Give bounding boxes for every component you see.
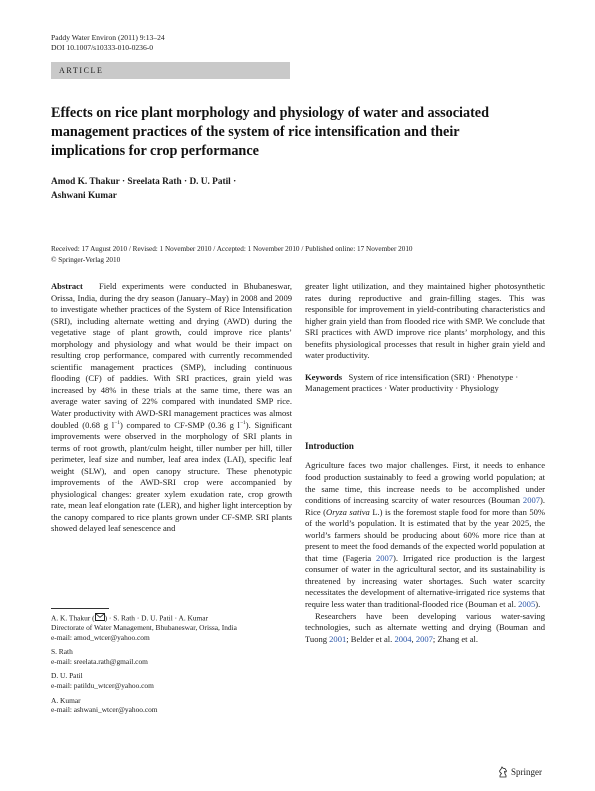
author-list xyxy=(51,175,351,203)
doi: DOI 10.1007/s10333-010-0236-0 xyxy=(51,43,154,52)
affiliation-block-3: D. U. Patil e-mail: patildu_wtcer@yahoo.com xyxy=(51,671,292,690)
email-thakur: e-mail: amod_wtcer@yahoo.com xyxy=(51,632,150,642)
authors-line-2: Ashwani Kumar xyxy=(51,191,117,201)
citation-link[interactable]: 2007 xyxy=(522,495,541,506)
affiliation-block-2: S. Rath e-mail: sreelata.rath@gmail.com xyxy=(51,647,292,666)
keywords-text: System of rice intensification (SRI) · Phenotype · Management practices · Water productivity · Physiology xyxy=(305,371,519,394)
affiliation-block-1: A. K. Thakur ( ) · S. Rath · D. U. Patil · A. Kumar Directorate of Water Management, Bhubaneswar, Orissa, India e-mail: amod_wtcer@yahoo.com xyxy=(51,613,292,642)
email-rath: e-mail: sreelata.rath@gmail.com xyxy=(51,656,148,666)
envelope-icon xyxy=(95,613,105,621)
publisher-name: Springer xyxy=(511,767,542,777)
article-type-banner: ARTICLE xyxy=(51,62,290,79)
abstract-heading: Abstract xyxy=(51,281,83,291)
email-kumar: e-mail: ashwani_wtcer@yahoo.com xyxy=(51,705,158,715)
publication-dates xyxy=(51,244,551,266)
keywords xyxy=(305,372,545,395)
springer-logo xyxy=(498,766,542,778)
affiliation-block-4: A. Kumar e-mail: ashwani_wtcer@yahoo.com xyxy=(51,696,292,715)
introduction-paragraph-1: Agriculture faces two major challenges. First, it needs to enhance food production sustainably to feed a growing world population; at the same time, this increase needs to be accomplished under conditions of increasing scarcity of water resources (Bouman 2007). Rice (Oryza sativa L.) is the foremost staple food for more than 50% of the world’s population. It is estimated that by the year 2025, the world’s farmers should be producing about 60% more rice than at present to meet the food demands of the expected world population at that time (Fageria 2007). Irrigated rice production is the largest consumer of water in the agricultural sector, and its sustainability is threatened by increasing water shortages. Such water scarcity necessitates the development of alternative-irrigated rice systems that require less water than traditional-flooded rice (Bouman et al. 2005). xyxy=(305,460,546,610)
authors-line-1: Amod K. Thakur · Sreelata Rath · D. U. Patil · xyxy=(51,177,237,187)
paper-title: Effects on rice plant morphology and physiology of water and associated management practices of the system of rice intensification and their implications for crop performance xyxy=(51,105,489,159)
citation-link[interactable]: 2005 xyxy=(518,599,536,610)
citation-link[interactable]: 2007 xyxy=(375,552,394,563)
footnote-divider xyxy=(51,608,109,609)
introduction-heading: Introduction xyxy=(305,440,354,451)
affiliations xyxy=(51,613,292,720)
email-patil: e-mail: patildu_wtcer@yahoo.com xyxy=(51,681,154,691)
copyright: © Springer-Verlag 2010 xyxy=(51,256,121,264)
right-column xyxy=(305,281,545,645)
citation-link[interactable]: 2007 xyxy=(415,633,433,644)
abstract-section xyxy=(51,281,292,535)
abstract-continuation: greater light utilization, and they maintained higher photosynthetic rates during reproductive and grain-filling stages. This was responsible for improvement in yield-contributing characteristics and higher grain yield than from flooded rice with SMP. We conclude that SRI practices with AWD improve rice plants’ morphology, and this benefits physiological processes that result in higher grain yield and water productivity. xyxy=(305,281,545,361)
abstract-body: Abstract Field experiments were conducted in Bhubaneswar, Orissa, India, during the dry season (January–May) in 2008 and 2009 to investigate whether practices of the System of Rice Intensification (SRI), including alternate wetting and drying (AWD) during the vegetative stage of plant growth, could improve rice plants’ morphology and physiology and what would be their impact on resulting crop performance, compared with currently recommended scientific management practices (SMP), including continuous flooding (CF) of paddies. With SRI practices, grain yield was increased by 48% in these trials at the same time, there was an average water saving of 22% compared with inundated SMP rice. Water productivity with AWD-SRI management practices was almost doubled (0.68 g $l^{-1}$) compared to CF-SMP (0.36 g $l^{-1}$). Significant improvements were observed in the morphology of SRI plants in terms of root growth, plant/culm height, tiller number per hill, tiller perimeter, leaf size and number, leaf area index (LAI), specific leaf weight (SLW), and open canopy structure. These phenotypic improvements of the AWD-SRI crop were accompanied by physiological changes: greater xylem exudation rate, crop growth rate, mean leaf elongation rate (LER), and higher light interception by the canopy compared to rice plants grown under CF-SMP. SRI plants showed delayed leaf senescence and xyxy=(51,281,292,534)
citation-link[interactable]: 2004 xyxy=(394,633,412,644)
chess-knight-icon xyxy=(498,766,508,778)
keywords-heading: Keywords xyxy=(305,371,343,382)
introduction-paragraph-2: Researchers have been developing various water-saving technologies, such as alternate wetting and drying (Bouman and Tuong 2001; Belder et al. 2004, 2007; Zhang et al. xyxy=(305,610,545,644)
citation-link[interactable]: 2001 xyxy=(329,633,347,644)
history-dates: Received: 17 August 2010 / Revised: 1 November 2010 / Accepted: 1 November 2010 / Published online: 17 November 2010 xyxy=(51,245,413,253)
journal-citation: Paddy Water Environ (2011) 9:13–24 xyxy=(51,33,165,42)
